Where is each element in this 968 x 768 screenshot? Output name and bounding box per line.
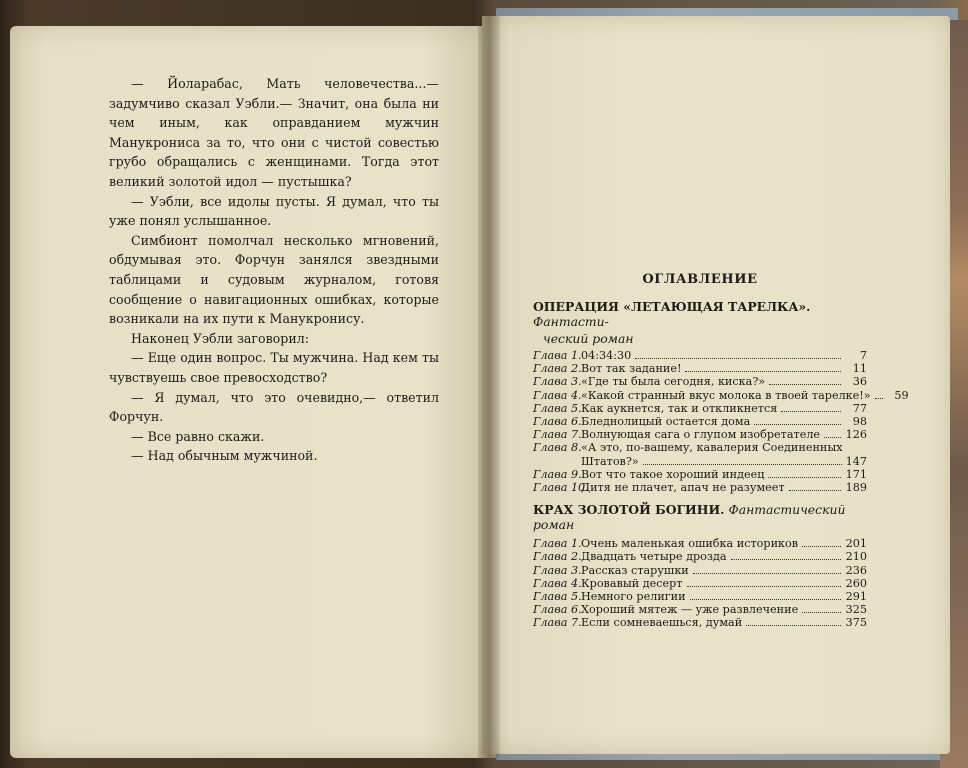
chapter-page: 7 — [859, 349, 867, 362]
chapter-title: Хороший мятеж — уже развлечение — [581, 603, 799, 617]
left-page-text — [109, 74, 439, 466]
chapter-page: 375 — [845, 616, 867, 630]
paragraph: Наконец Уэбли заговорил: — [131, 330, 309, 346]
dot-leader — [781, 411, 841, 412]
dot-leader — [746, 625, 841, 626]
chapter-label: Глава 3. — [533, 563, 582, 577]
chapter-title: «А это, по-вашему, кавалерия Соединенных — [581, 441, 843, 455]
toc-entry — [533, 362, 867, 375]
part-title — [533, 299, 867, 329]
dot-leader — [693, 573, 841, 574]
toc-entry — [533, 415, 867, 428]
toc-entry — [533, 388, 909, 402]
chapter-list — [533, 537, 867, 629]
chapter-label: Глава 5. — [533, 401, 582, 415]
dot-leader — [824, 437, 841, 438]
part-genre-continued: ческий роман — [543, 331, 634, 346]
toc-entry — [533, 468, 867, 481]
toc-entry — [533, 402, 867, 415]
toc-heading: ОГЛАВЛЕНИЕ — [642, 272, 758, 287]
part-name: КРАХ ЗОЛОТОЙ БОГИНИ. — [533, 502, 725, 518]
dot-leader — [769, 384, 841, 385]
chapter-page: 201 — [845, 537, 867, 551]
toc-entry — [533, 590, 867, 603]
chapter-title: Рассказ старушки — [581, 563, 689, 577]
dot-leader — [685, 371, 841, 372]
chapter-label: Глава 1. — [533, 537, 582, 551]
chapter-title: Кровавый десерт — [581, 576, 683, 590]
chapter-title: Дитя не плачет, апач не разумеет — [581, 481, 785, 495]
toc-entry — [533, 349, 867, 362]
chapter-page: 291 — [845, 590, 867, 604]
chapter-page: 236 — [845, 563, 867, 577]
paragraph: — Все равно скажи. — [131, 428, 265, 444]
chapter-title: Вот так задание! — [581, 362, 682, 376]
chapter-title: Очень маленькая ошибка историков — [581, 537, 799, 551]
dot-leader — [802, 546, 841, 547]
dot-leader — [789, 490, 841, 491]
chapter-title: Если сомневаешься, думай — [581, 616, 743, 630]
chapter-label: Глава 10. — [533, 481, 589, 495]
dot-leader — [687, 586, 842, 587]
chapter-label: Глава 7. — [533, 616, 582, 630]
chapter-page: 36 — [852, 375, 867, 389]
part-genre: Фантасти- — [533, 314, 609, 329]
book-spine — [478, 16, 500, 758]
chapter-label: Глава 4. — [533, 388, 582, 402]
chapter-page: 189 — [845, 481, 867, 495]
chapter-label: Глава 6. — [533, 415, 582, 429]
toc-entry — [533, 441, 867, 467]
chapter-page: 171 — [845, 467, 867, 481]
chapter-label: Глава 4. — [533, 576, 582, 590]
toc-entry — [533, 616, 867, 629]
toc-entry — [533, 603, 867, 616]
dot-leader — [635, 358, 841, 359]
chapter-label: Глава 5. — [533, 590, 582, 604]
chapter-page: 11 — [852, 362, 867, 376]
chapter-title: Вот что такое хороший индеец — [581, 467, 765, 481]
toc-entry — [533, 564, 867, 577]
paragraph: — Еще один вопрос. Ты мужчина. Над кем ты чувствуешь свое превосходство? — [109, 350, 439, 385]
chapter-title-continued: Штатов?» — [581, 454, 639, 468]
chapter-title: «Где ты была сегодня, киска?» — [581, 375, 766, 389]
dot-leader — [768, 477, 841, 478]
chapter-label: Глава 2. — [533, 550, 582, 564]
paragraph: — Над обычным мужчиной. — [131, 448, 318, 464]
toc-entry — [533, 577, 867, 590]
chapter-title: 04:34:30 — [581, 349, 632, 362]
chapter-page: 126 — [845, 428, 867, 442]
dot-leader — [754, 424, 841, 425]
chapter-label: Глава 9. — [533, 467, 582, 481]
chapter-page: 210 — [845, 550, 867, 564]
toc-entry — [533, 537, 867, 550]
chapter-page: 98 — [852, 415, 867, 429]
toc-entry — [533, 550, 867, 563]
chapter-label: Глава 3. — [533, 375, 582, 389]
chapter-title: «Какой странный вкус молока в твоей тарелке!» — [581, 388, 871, 402]
chapter-label: Глава 6. — [533, 603, 582, 617]
dot-leader — [802, 612, 841, 613]
chapter-title: Волнующая сага о глупом изобретателе — [581, 428, 821, 442]
dot-leader — [731, 559, 841, 560]
toc-entry — [533, 481, 867, 494]
table-of-contents — [533, 272, 909, 630]
toc-entry — [533, 428, 867, 441]
part-name: ОПЕРАЦИЯ «ЛЕТАЮЩАЯ ТАРЕЛКА». — [533, 299, 811, 314]
paragraph: — Уэбли, все идолы пусты. Я думал, что ты уже понял услышанное. — [109, 193, 439, 229]
chapter-page: 260 — [845, 576, 867, 590]
dot-leader — [875, 398, 883, 399]
part-title — [533, 502, 867, 532]
chapter-label: Глава 2. — [533, 362, 582, 376]
chapter-title: Как аукнется, так и откликнется — [581, 401, 778, 415]
toc-entry — [533, 375, 867, 388]
chapter-page: 147 — [845, 454, 867, 468]
chapter-title: Немного религии — [581, 590, 686, 604]
chapter-title: Бледнолицый остается дома — [581, 415, 751, 429]
chapter-page: 77 — [852, 401, 867, 415]
dot-leader — [690, 599, 841, 600]
chapter-title: Двадцать четыре дрозда — [581, 550, 727, 564]
paragraph: — Я думал, что это очевидно,— ответил Форчун. — [109, 389, 439, 425]
chapter-page: 59 — [894, 388, 909, 402]
chapter-label: Глава 7. — [533, 428, 582, 442]
paragraph: — Йоларабас, Мать человечества...— задумчиво сказал Уэбли.— Значит, она была ни чем иным, как оправданием мужчин Манукрониса за то, что они с чистой совестью грубо обращались с женщинами. Тогда этот великий золотой идол — пустышка? — [109, 76, 439, 189]
part-genre: Фантастический роман — [533, 502, 846, 533]
chapter-label: Глава 8. — [533, 441, 582, 455]
chapter-page: 325 — [845, 603, 867, 617]
chapter-list — [533, 349, 909, 495]
dot-leader — [643, 464, 842, 465]
chapter-label: Глава 1. — [533, 349, 582, 362]
paragraph: Симбионт помолчал несколько мгновений, обдумывая это. Форчун занялся звездными таблицами и судовым журналом, готовя сообщение о навигационных ошибках, которые возникали на их пути к Манукронису. — [109, 232, 439, 327]
